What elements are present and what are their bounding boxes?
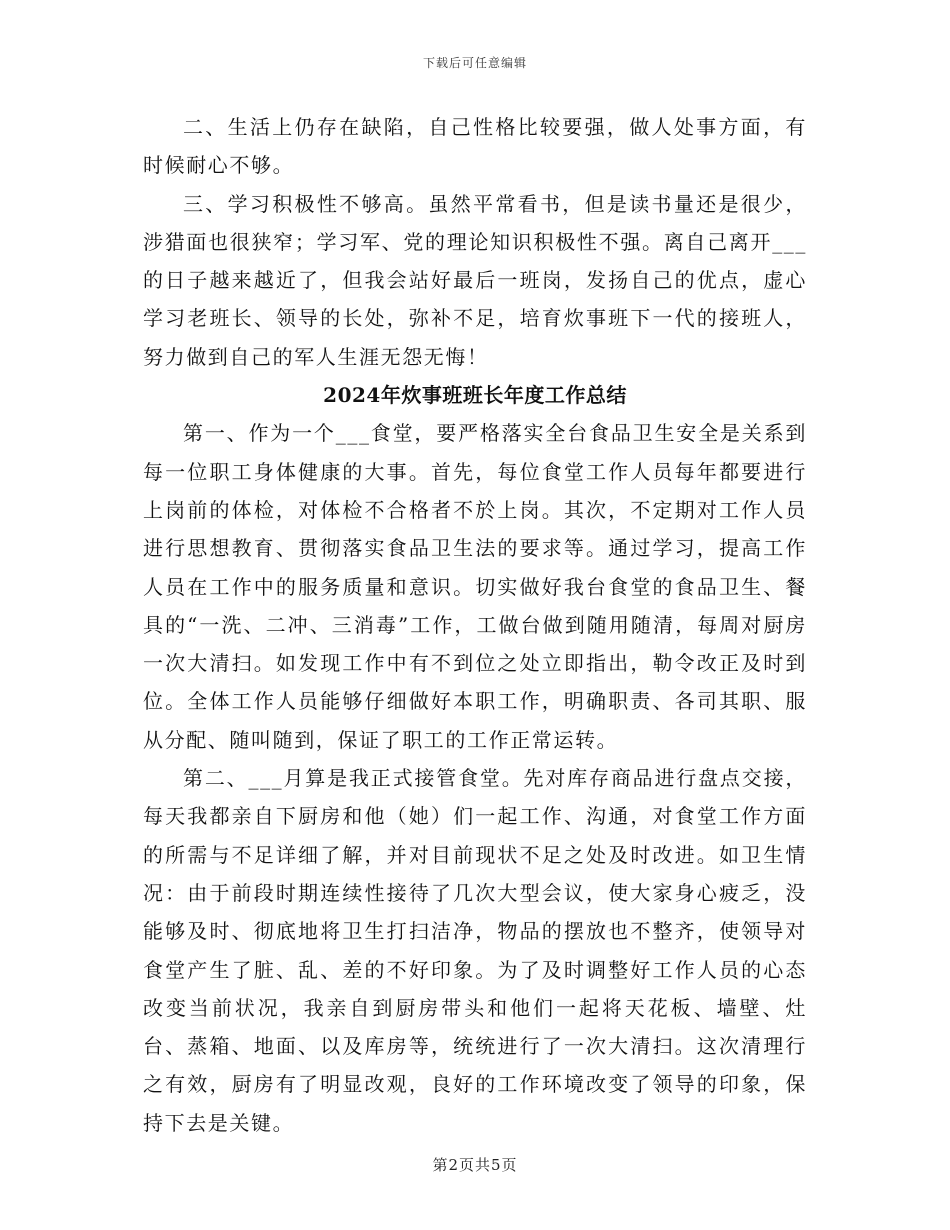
paragraph-shortcomings-2: 二、生活上仍存在缺陷，自己性格比较要强，做人处事方面，有时候耐心不够。: [143, 115, 807, 178]
section-title: 2024年炊事班班长年度工作总结: [323, 383, 627, 408]
paragraph-shortcomings-3: 三、学习积极性不够高。虽然平常看书，但是读书量还是很少，涉猎面也很狭窄；学习军、党的理论知识积极性不强。离自己离开___的日子越来越近了，但我会站好最后一班岗，发扬自己的优点，虚心学习老班长、领导的长处，弥补不足，培育炊事班下一代的接班人，努力做到自己的军人生涯无怨无悔！: [143, 191, 807, 369]
document-body: [143, 108, 807, 1142]
paragraph-second: 第二、___月算是我正式接管食堂。先对库存商品进行盘点交接，每天我都亲自下厨房和他（她）们一起工作、沟通，对食堂工作方面的所需与不足详细了解，并对目前现状不足之处及时改进。如卫生情况：由于前段时期连续性接待了几次大型会议，使大家身心疲乏，没能够及时、彻底地将卫生打扫洁净，物品的摆放也不整齐，使领导对食堂产生了脏、乱、差的不好印象。为了及时调整好工作人员的心态改变当前状况，我亲自到厨房带头和他们一起将天花板、墙壁、灶台、蒸箱、地面、以及库房等，统统进行了一次大清扫。这次清理行之有效，厨房有了明显改观，良好的工作环境改变了领导的印象，保持下去是关键。: [143, 766, 807, 1135]
page-number: 第2页共5页: [432, 1156, 518, 1174]
paragraph-first: 第一、作为一个___食堂，要严格落实全台食品卫生安全是关系到每一位职工身体健康的大事。首先，每位食堂工作人员每年都要进行上岗前的体检，对体检不合格者不於上岗。其次，不定期对工作人员进行思想教育、贯彻落实食品卫生法的要求等。通过学习，提高工作人员在工作中的服务质量和意识。切实做好我台食堂的食品卫生、餐具的“一洗、二冲、三消毒”工作，工做台做到随用随清，每周对厨房一次大清扫。如发现工作中有不到位之处立即指出，勒令改正及时到位。全体工作人员能够仔细做好本职工作，明确职责、各司其职、服从分配、随叫随到，保证了职工的工作正常运转。: [143, 421, 807, 752]
page-header: 下载后可任意编辑: [422, 56, 527, 70]
